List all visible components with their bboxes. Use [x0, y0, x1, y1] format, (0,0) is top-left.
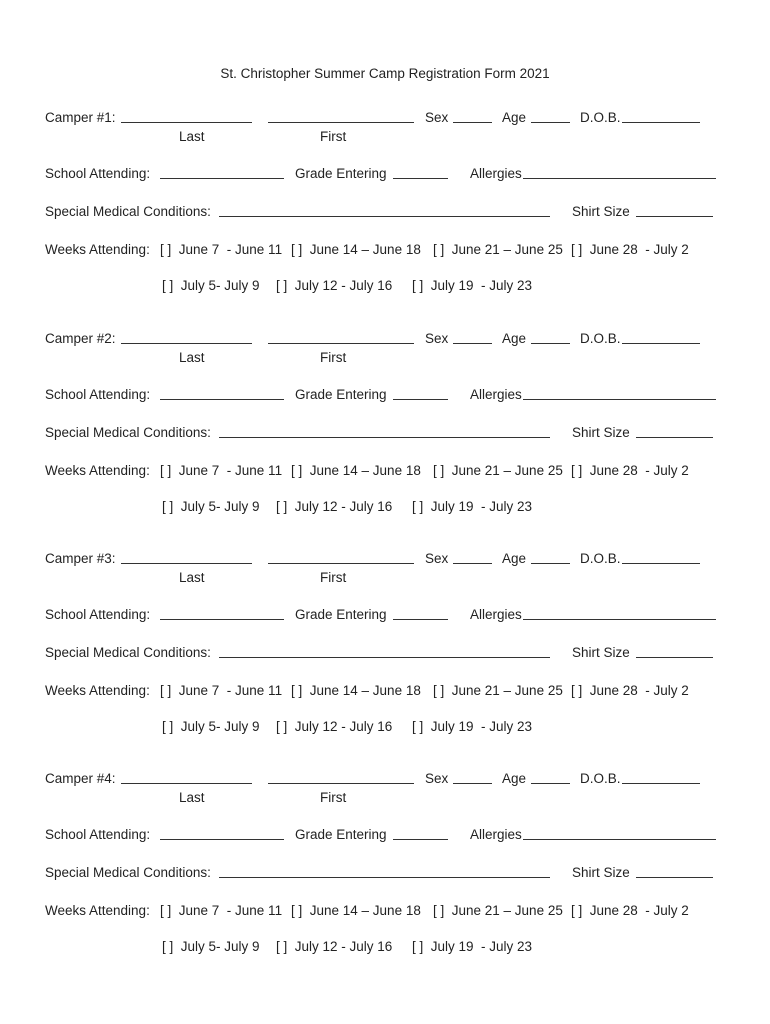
shirt-label: Shirt Size: [572, 425, 630, 440]
first-name-field[interactable]: [268, 331, 414, 344]
grade-field[interactable]: [393, 387, 448, 400]
weeks-label: Weeks Attending:: [45, 683, 150, 698]
allergies-label: Allergies: [470, 166, 522, 181]
camper-block-1: [0, 68, 770, 293]
camper-block-4: [0, 729, 770, 954]
dob-label: D.O.B.: [580, 331, 621, 346]
sex-label: Sex: [425, 331, 449, 346]
week-option-july5[interactable]: [ ] July 5- July 9: [162, 719, 260, 734]
sex-label: Sex: [425, 110, 449, 125]
age-field[interactable]: [531, 551, 570, 564]
allergies-label: Allergies: [470, 827, 522, 842]
sex-field[interactable]: [453, 331, 492, 344]
age-label: Age: [502, 331, 527, 346]
allergies-field[interactable]: [523, 166, 716, 179]
first-name-field[interactable]: [268, 110, 414, 123]
weeks-label: Weeks Attending:: [45, 242, 150, 257]
shirt-label: Shirt Size: [572, 645, 630, 660]
sex-label: Sex: [425, 551, 449, 566]
grade-label: Grade Entering: [295, 387, 387, 402]
week-option-june28[interactable]: [ ] June 28 - July 2: [571, 903, 689, 918]
week-option-july5[interactable]: [ ] July 5- July 9: [162, 499, 260, 514]
age-label: Age: [502, 110, 527, 125]
grade-label: Grade Entering: [295, 607, 387, 622]
week-option-june14[interactable]: [ ] June 14 – June 18: [291, 903, 421, 918]
week-option-june7[interactable]: [ ] June 7 - June 11: [160, 683, 283, 698]
week-option-july19[interactable]: [ ] July 19 - July 23: [412, 719, 533, 734]
camper-label: Camper #1:: [45, 110, 116, 125]
weeks-label: Weeks Attending:: [45, 903, 150, 918]
age-field[interactable]: [531, 331, 570, 344]
shirt-field[interactable]: [636, 865, 713, 878]
medical-label: Special Medical Conditions:: [45, 865, 211, 880]
week-option-june21[interactable]: [ ] June 21 – June 25: [433, 683, 563, 698]
last-name-field[interactable]: [121, 331, 252, 344]
weeks-label: Weeks Attending:: [45, 463, 150, 478]
school-label: School Attending:: [45, 166, 151, 181]
week-option-june14[interactable]: [ ] June 14 – June 18: [291, 463, 421, 478]
school-label: School Attending:: [45, 387, 151, 402]
school-field[interactable]: [160, 607, 284, 620]
week-option-july5[interactable]: [ ] July 5- July 9: [162, 278, 260, 293]
medical-label: Special Medical Conditions:: [45, 645, 211, 660]
shirt-field[interactable]: [636, 425, 713, 438]
shirt-label: Shirt Size: [572, 204, 630, 219]
shirt-field[interactable]: [636, 204, 713, 217]
sex-field[interactable]: [453, 551, 492, 564]
week-option-june21[interactable]: [ ] June 21 – June 25: [433, 463, 563, 478]
first-caption: First: [320, 350, 347, 365]
dob-field[interactable]: [622, 331, 700, 344]
allergies-field[interactable]: [523, 827, 716, 840]
week-option-july12[interactable]: [ ] July 12 - July 16: [276, 939, 393, 954]
first-caption: First: [320, 790, 347, 805]
last-name-field[interactable]: [121, 551, 252, 564]
dob-label: D.O.B.: [580, 771, 621, 786]
grade-label: Grade Entering: [295, 827, 387, 842]
shirt-field[interactable]: [636, 645, 713, 658]
medical-label: Special Medical Conditions:: [45, 425, 211, 440]
school-field[interactable]: [160, 387, 284, 400]
sex-label: Sex: [425, 771, 449, 786]
school-field[interactable]: [160, 166, 284, 179]
week-option-june7[interactable]: [ ] June 7 - June 11: [160, 242, 283, 257]
medical-label: Special Medical Conditions:: [45, 204, 211, 219]
week-option-june21[interactable]: [ ] June 21 – June 25: [433, 903, 563, 918]
school-label: School Attending:: [45, 827, 151, 842]
last-caption: Last: [179, 350, 205, 365]
grade-field[interactable]: [393, 607, 448, 620]
week-option-june7[interactable]: [ ] June 7 - June 11: [160, 903, 283, 918]
age-field[interactable]: [531, 771, 570, 784]
allergies-label: Allergies: [470, 607, 522, 622]
first-caption: First: [320, 129, 347, 144]
last-name-field[interactable]: [121, 771, 252, 784]
first-name-field[interactable]: [268, 771, 414, 784]
week-option-july12[interactable]: [ ] July 12 - July 16: [276, 499, 393, 514]
week-option-july19[interactable]: [ ] July 19 - July 23: [412, 499, 533, 514]
camper-block-2: [0, 289, 770, 514]
sex-field[interactable]: [453, 110, 492, 123]
week-option-june28[interactable]: [ ] June 28 - July 2: [571, 242, 689, 257]
school-label: School Attending:: [45, 607, 151, 622]
age-label: Age: [502, 771, 527, 786]
last-caption: Last: [179, 570, 205, 585]
age-label: Age: [502, 551, 527, 566]
week-option-july12[interactable]: [ ] July 12 - July 16: [276, 719, 393, 734]
first-caption: First: [320, 570, 347, 585]
last-name-field[interactable]: [121, 110, 252, 123]
week-option-june21[interactable]: [ ] June 21 – June 25: [433, 242, 563, 257]
school-field[interactable]: [160, 827, 284, 840]
shirt-label: Shirt Size: [572, 865, 630, 880]
age-field[interactable]: [531, 110, 570, 123]
dob-field[interactable]: [622, 110, 700, 123]
form-title: St. Christopher Summer Camp Registration Form 2021: [220, 66, 550, 81]
allergies-field[interactable]: [523, 387, 716, 400]
first-name-field[interactable]: [268, 551, 414, 564]
medical-field[interactable]: [219, 425, 550, 438]
grade-field[interactable]: [393, 827, 448, 840]
medical-field[interactable]: [219, 865, 550, 878]
last-caption: Last: [179, 790, 205, 805]
week-option-june14[interactable]: [ ] June 14 – June 18: [291, 242, 421, 257]
week-option-june28[interactable]: [ ] June 28 - July 2: [571, 463, 689, 478]
week-option-june14[interactable]: [ ] June 14 – June 18: [291, 683, 421, 698]
week-option-july5[interactable]: [ ] July 5- July 9: [162, 939, 260, 954]
dob-field[interactable]: [622, 771, 700, 784]
camper-label: Camper #3:: [45, 551, 116, 566]
dob-label: D.O.B.: [580, 551, 621, 566]
allergies-label: Allergies: [470, 387, 522, 402]
camper-block-3: [0, 509, 770, 734]
week-option-june28[interactable]: [ ] June 28 - July 2: [571, 683, 689, 698]
dob-field[interactable]: [622, 551, 700, 564]
last-caption: Last: [179, 129, 205, 144]
medical-field[interactable]: [219, 645, 550, 658]
sex-field[interactable]: [453, 771, 492, 784]
dob-label: D.O.B.: [580, 110, 621, 125]
week-option-july19[interactable]: [ ] July 19 - July 23: [412, 278, 533, 293]
grade-field[interactable]: [393, 166, 448, 179]
medical-field[interactable]: [219, 204, 550, 217]
week-option-july12[interactable]: [ ] July 12 - July 16: [276, 278, 393, 293]
camper-label: Camper #4:: [45, 771, 116, 786]
allergies-field[interactable]: [523, 607, 716, 620]
week-option-june7[interactable]: [ ] June 7 - June 11: [160, 463, 283, 478]
camper-label: Camper #2:: [45, 331, 116, 346]
grade-label: Grade Entering: [295, 166, 387, 181]
week-option-july19[interactable]: [ ] July 19 - July 23: [412, 939, 533, 954]
